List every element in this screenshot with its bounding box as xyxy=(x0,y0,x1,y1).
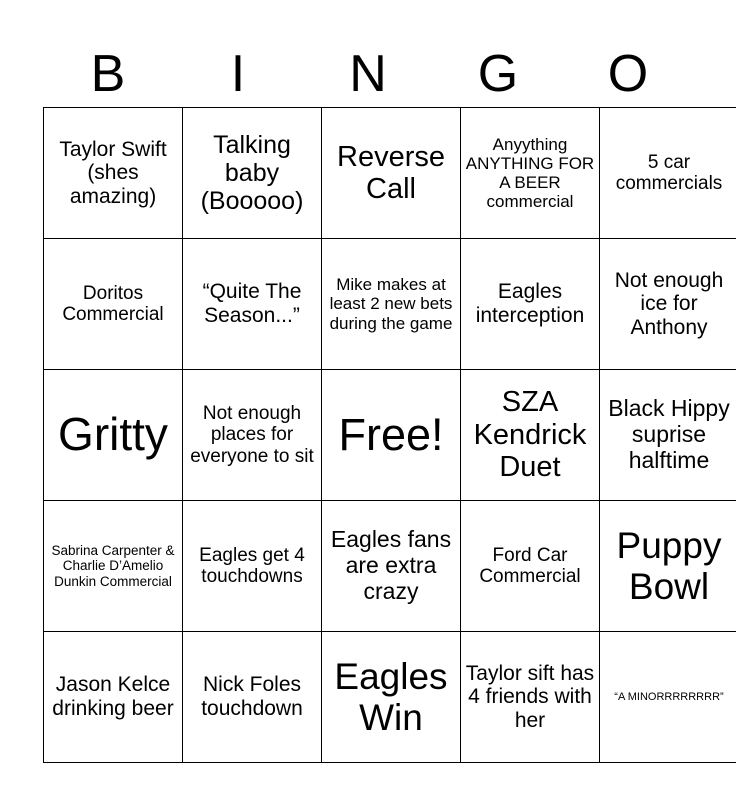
bingo-cell[interactable]: Eagles fans are extra crazy xyxy=(322,501,461,632)
bingo-cell[interactable]: Not enough ice for Anthony xyxy=(600,239,736,370)
bingo-cell[interactable]: Eagles interception xyxy=(461,239,600,370)
bingo-cell[interactable]: Black Hippy suprise halftime xyxy=(600,370,736,501)
header-letter-n: N xyxy=(349,45,387,103)
header-letter-b: B xyxy=(90,45,126,103)
bingo-cell[interactable]: Not enough places for everyone to sit xyxy=(183,370,322,501)
bingo-cell[interactable]: Taylor sift has 4 friends with her xyxy=(461,632,600,763)
bingo-cell[interactable]: Jason Kelce drinking beer xyxy=(44,632,183,763)
bingo-cell[interactable]: Mike makes at least 2 new bets during the game xyxy=(322,239,461,370)
free-space[interactable]: Free! xyxy=(322,370,461,501)
bingo-cell[interactable]: Eagles Win xyxy=(322,632,461,763)
bingo-grid xyxy=(43,107,736,763)
grid-row xyxy=(44,239,736,370)
bingo-cell[interactable]: Anyything ANYTHING FOR A BEER commercial xyxy=(461,108,600,239)
bingo-header xyxy=(43,40,693,108)
bingo-cell[interactable]: Nick Foles touchdown xyxy=(183,632,322,763)
bingo-cell[interactable]: 5 car commercials xyxy=(600,108,736,239)
bingo-cell[interactable]: Taylor Swift (shes amazing) xyxy=(44,108,183,239)
grid-row xyxy=(44,108,736,239)
bingo-cell[interactable]: “Quite The Season...” xyxy=(183,239,322,370)
bingo-cell[interactable]: Puppy Bowl xyxy=(600,501,736,632)
bingo-cell[interactable]: Eagles get 4 touchdowns xyxy=(183,501,322,632)
header-letter-i: I xyxy=(230,45,246,103)
header-letter-g: G xyxy=(477,45,519,103)
grid-row xyxy=(44,632,736,763)
bingo-cell[interactable]: Reverse Call xyxy=(322,108,461,239)
bingo-cell[interactable]: Sabrina Carpenter & Charlie D’Amelio Dunkin Commercial xyxy=(44,501,183,632)
bingo-cell[interactable]: Talking baby (Booooo) xyxy=(183,108,322,239)
bingo-cell[interactable]: Ford Car Commercial xyxy=(461,501,600,632)
bingo-cell[interactable]: SZA Kendrick Duet xyxy=(461,370,600,501)
header-letter-o: O xyxy=(607,45,649,103)
bingo-cell[interactable]: Doritos Commercial xyxy=(44,239,183,370)
bingo-cell[interactable]: Gritty xyxy=(44,370,183,501)
grid-row xyxy=(44,501,736,632)
bingo-cell[interactable]: “A MINORRRRRRRR” xyxy=(600,632,736,763)
grid-row xyxy=(44,370,736,501)
